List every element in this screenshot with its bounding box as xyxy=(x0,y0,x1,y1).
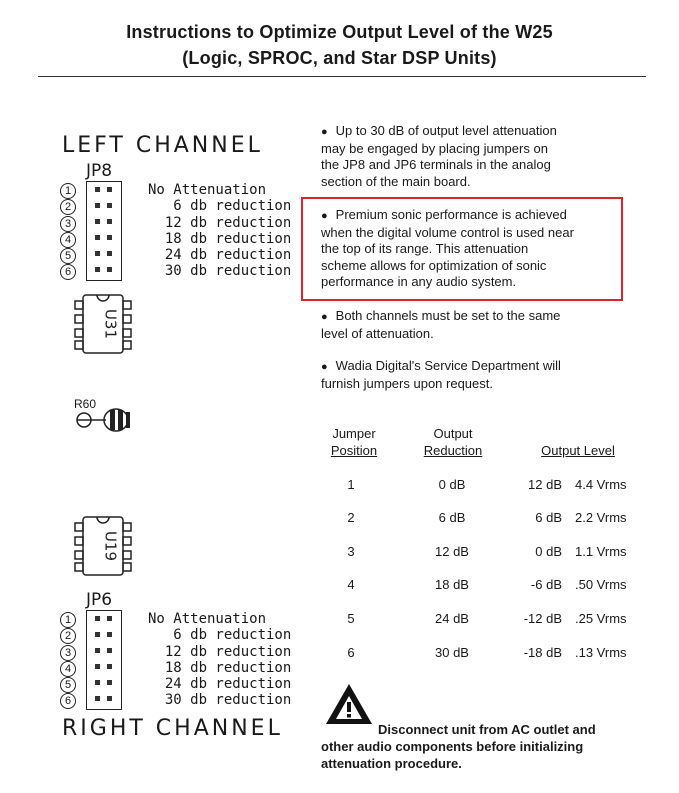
table-row-3-reduction: 12 dB xyxy=(435,544,469,559)
table-row-1-position: 1 xyxy=(347,477,355,492)
setting-number-2: 2 xyxy=(60,199,76,215)
jp6-pins xyxy=(87,611,120,708)
right-setting-2: 6 db reduction xyxy=(148,627,292,644)
r60-trimpot-icon xyxy=(72,406,138,434)
setting-number-5: 5 xyxy=(60,677,76,693)
left-setting-2: 6 db reduction xyxy=(148,198,292,215)
bullet-1: ● Up to 30 dB of output level attenuation may be engaged by placing jumpers on the JP8 and JP6 terminals in the analog section of the main board. xyxy=(321,123,611,190)
warning-line-1: Disconnect unit from AC outlet and xyxy=(378,722,596,737)
bullet-2-line-3: the top of its range. This attenuation xyxy=(321,241,529,256)
table-row-6-position: 6 xyxy=(347,645,355,660)
header-jumper-top: Jumper xyxy=(332,426,376,441)
setting-number-1: 1 xyxy=(60,183,76,199)
bullet-2-line-4: scheme allows for optimization of sonic xyxy=(321,257,547,273)
bullet-1-line-1: Up to 30 dB of output level attenuation xyxy=(335,123,557,138)
table-row-5-level-db: -12 dB xyxy=(523,611,562,626)
setting-number-3: 3 xyxy=(60,216,76,232)
table-row-2-level-db: 6 dB xyxy=(535,510,562,525)
setting-number-4: 4 xyxy=(60,232,76,248)
left-channel-label: LEFT CHANNEL xyxy=(62,133,263,158)
table-row-4-level-db: -6 dB xyxy=(530,577,562,592)
page-subtitle: (Logic, SPROC, and Star DSP Units) xyxy=(182,48,497,68)
page-title: Instructions to Optimize Output Level of the W25 xyxy=(126,22,553,42)
left-settings-list xyxy=(148,182,291,280)
header-output-top: Output xyxy=(433,426,473,441)
right-setting-5: 24 db reduction xyxy=(148,676,292,693)
table-row-1-reduction: 0 dB xyxy=(438,477,466,492)
warning-line-2: other audio components before initializing xyxy=(321,739,584,754)
right-setting-6: 30 db reduction xyxy=(148,692,292,709)
table-row-4-position: 4 xyxy=(347,577,355,592)
u19-chip-label: U19 xyxy=(101,530,120,562)
left-setting-4: 18 db reduction xyxy=(148,230,292,247)
r60-label: R60 xyxy=(74,397,97,411)
jp8-pins xyxy=(87,182,120,279)
warning-line-3: attenuation procedure. xyxy=(321,756,462,771)
table-row-3-level-db: 0 dB xyxy=(535,544,562,559)
table-row-2-position: 2 xyxy=(347,510,355,525)
table-row-1-level-vrms: 4.4 Vrms xyxy=(575,477,627,492)
table-row-2-reduction: 6 dB xyxy=(438,510,466,525)
table-row-6-level-vrms: .13 Vrms xyxy=(575,645,627,660)
u31-chip-icon xyxy=(70,291,140,357)
setting-number-6: 6 xyxy=(60,264,76,280)
bullet-2-line-2: when the digital volume control is used near xyxy=(321,224,574,240)
right-setting-4: 18 db reduction xyxy=(148,659,292,676)
right-setting-3: 12 db reduction xyxy=(148,643,292,660)
left-setting-3: 12 db reduction xyxy=(148,214,292,231)
header-jumper-bottom: Position xyxy=(330,443,378,458)
table-row-5-reduction: 24 dB xyxy=(435,611,469,626)
jp8-jumper-block xyxy=(86,181,122,281)
table-row-4-reduction: 18 dB xyxy=(435,577,469,592)
table-row-6-level-db: -18 dB xyxy=(523,645,562,660)
u31-chip-label: U31 xyxy=(101,308,120,340)
bullet-3: ● Both channels must be set to the same level of attenuation. xyxy=(321,308,611,342)
bullet-2: ● Premium sonic performance is achieved when the digital volume control is used near the top of its range. This attenuation scheme allows for optimization of sonic performance in any audio system. xyxy=(321,207,617,291)
right-setting-1: No Attenuation xyxy=(148,611,267,627)
setting-number-2: 2 xyxy=(60,628,76,644)
setting-number-3: 3 xyxy=(60,645,76,661)
setting-number-5: 5 xyxy=(60,248,76,264)
bullet-4: ● Wadia Digital's Service Department will furnish jumpers upon request. xyxy=(321,358,611,392)
left-setting-5: 24 db reduction xyxy=(148,247,292,264)
table-row-6-reduction: 30 dB xyxy=(435,645,469,660)
table-row-5-level-vrms: .25 Vrms xyxy=(575,611,627,626)
table-row-1-level-db: 12 dB xyxy=(528,477,562,492)
header-jumper-position xyxy=(322,425,386,459)
bullet-2-line-5: performance in any audio system. xyxy=(321,274,517,289)
right-settings-list xyxy=(148,611,291,709)
warning-triangle-icon xyxy=(324,682,374,726)
jp6-jumper-block xyxy=(86,610,122,710)
jp8-label: JP8 xyxy=(86,161,113,181)
bullet-4-line-2: furnish jumpers upon request. xyxy=(321,375,493,391)
table-row-5-position: 5 xyxy=(347,611,355,626)
header-output-level: Output Level xyxy=(541,443,615,458)
bullet-4-line-1: Wadia Digital's Service Department will xyxy=(335,358,561,373)
setting-number-1: 1 xyxy=(60,612,76,628)
bullet-1-line-4: section of the main board. xyxy=(321,173,471,189)
header-output-reduction xyxy=(414,425,492,459)
table-row-3-position: 3 xyxy=(347,544,355,559)
header-output-bottom: Reduction xyxy=(423,443,483,458)
bullet-3-line-2: level of attenuation. xyxy=(321,325,434,341)
bullet-2-line-1: Premium sonic performance is achieved xyxy=(335,207,567,222)
table-row-3-level-vrms: 1.1 Vrms xyxy=(575,544,627,559)
setting-number-6: 6 xyxy=(60,693,76,709)
right-setting-numbers xyxy=(60,612,80,709)
table-row-2-level-vrms: 2.2 Vrms xyxy=(575,510,627,525)
table-row-4-level-vrms: .50 Vrms xyxy=(575,577,627,592)
right-channel-label: RIGHT CHANNEL xyxy=(62,716,283,741)
jp6-label: JP6 xyxy=(86,590,113,610)
bullet-1-line-3: the JP8 and JP6 terminals in the analog xyxy=(321,157,551,172)
left-setting-6: 30 db reduction xyxy=(148,263,292,280)
left-setting-1: No Attenuation xyxy=(148,182,267,198)
bullet-1-line-2: may be engaged by placing jumpers on xyxy=(321,140,548,156)
bullet-3-line-1: Both channels must be set to the same xyxy=(335,308,561,323)
u19-chip-icon xyxy=(70,513,140,579)
setting-number-4: 4 xyxy=(60,661,76,677)
left-setting-numbers xyxy=(60,183,80,280)
title-divider xyxy=(38,76,646,77)
